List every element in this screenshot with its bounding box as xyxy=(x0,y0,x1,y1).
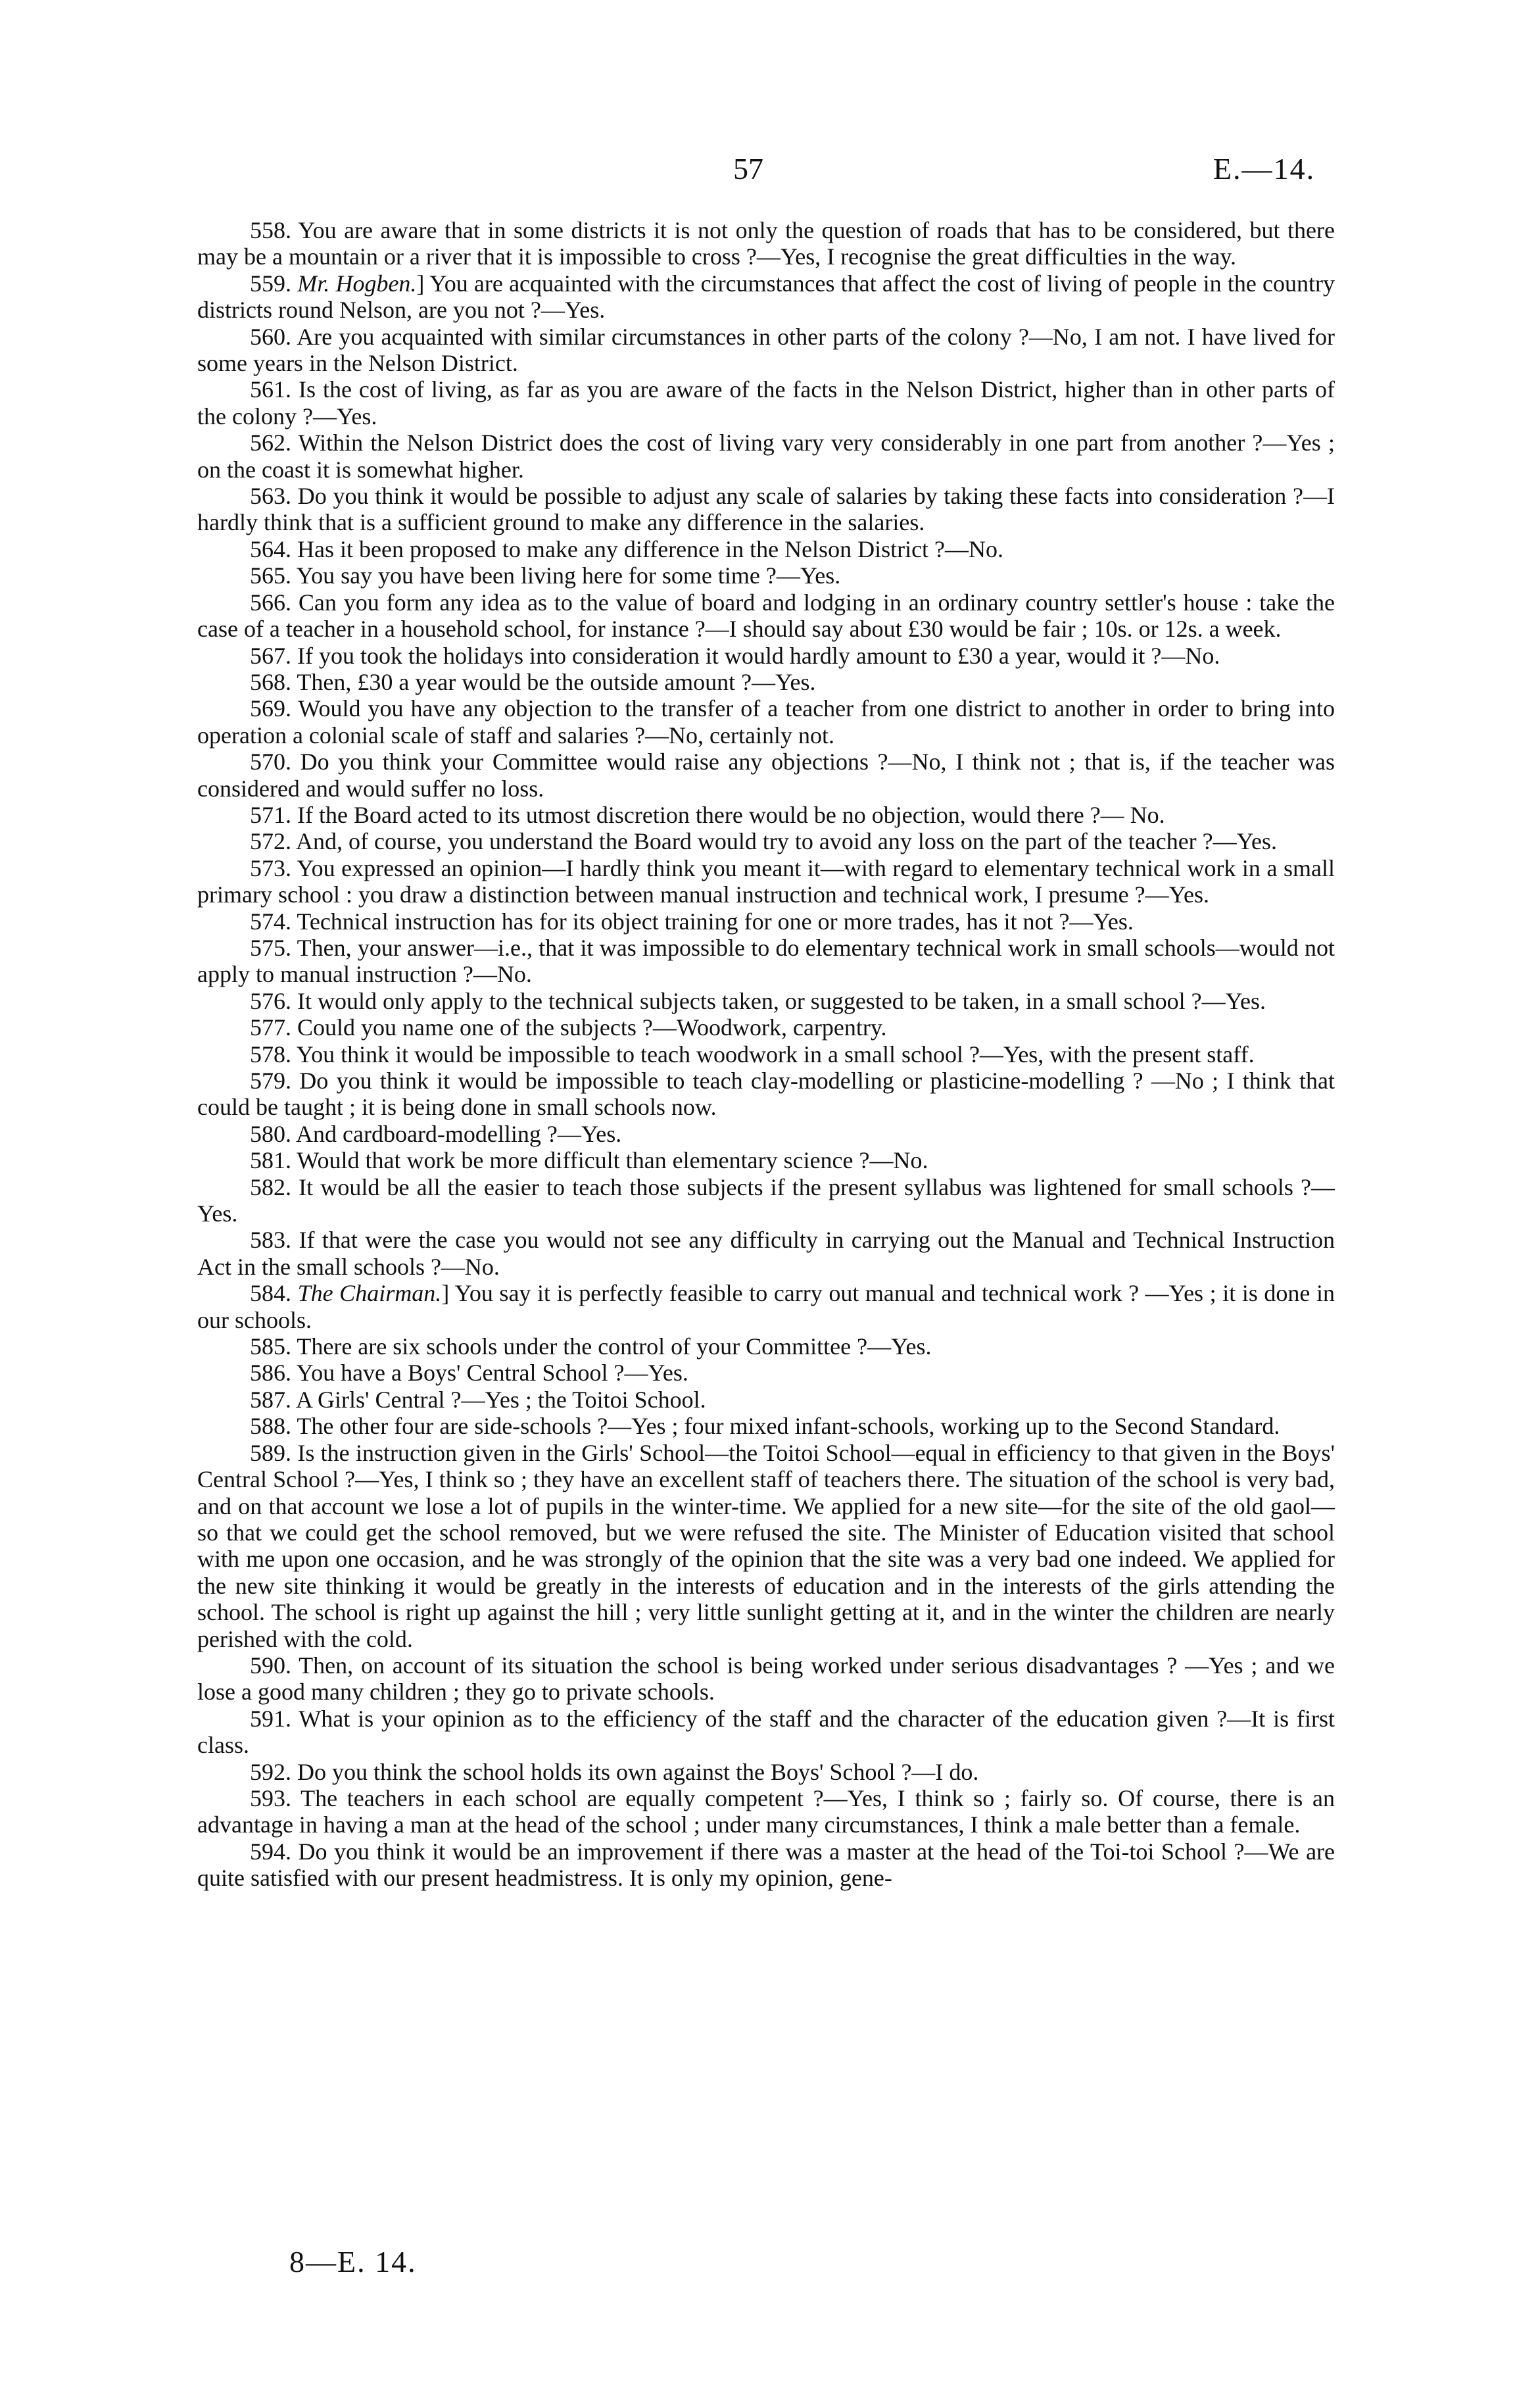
question-paragraph: 582. It would be all the easier to teach those subjects if the present syllabus was lightened for small schools ?—Yes. xyxy=(197,1173,1335,1227)
question-number: 580 xyxy=(250,1120,285,1147)
question-text: The other four are side-schools ?—Yes ; four mixed infant-schools, working up to the Second Standard. xyxy=(297,1413,1280,1440)
question-paragraph: 562. Within the Nelson District does the cost of living vary very considerably in one part from another ?—Yes ; on the coast it is somewhat higher. xyxy=(197,430,1335,483)
question-text: Do you think the school holds its own against the Boys' School ?—I do. xyxy=(297,1758,979,1785)
question-paragraph: 566. Can you form any idea as to the value of board and lodging in an ordinary country settler's house : take the case of a teacher in a household school, for instance ?—I should say about £30 would be fair ; 10s. or 12s. a week. xyxy=(197,589,1335,643)
question-text: Would you have any objection to the transfer of a teacher from one district to another in order to bring into operation a colonial scale of staff and salaries ?—No, certainly not. xyxy=(197,695,1335,749)
question-text: You expressed an opinion—I hardly think you meant it—with regard to elementary technical work in a small primary school : you draw a distinction between manual instruction and technical work, I presume ?—Yes. xyxy=(197,854,1335,908)
question-number: 589 xyxy=(250,1439,285,1466)
question-text: You have a Boys' Central School ?—Yes. xyxy=(296,1360,688,1387)
question-number: 563 xyxy=(250,483,285,510)
question-number: 592 xyxy=(250,1758,285,1785)
question-paragraph: 571. If the Board acted to its utmost discretion there would be no objection, would there ?— No. xyxy=(250,801,1165,828)
question-number: 578 xyxy=(250,1041,285,1068)
question-number: 587 xyxy=(250,1386,285,1413)
question-paragraph: 576. It would only apply to the technical subjects taken, or suggested to be taken, in a small school ?—Yes. xyxy=(250,987,1266,1014)
question-text: Is the instruction given in the Girls' School—the Toitoi School—equal in efficiency to that given in the Boys' Central School ?—Yes, I think so ; they have an excellent staff of teachers there. The situation of the school is very bad, and on that account we lose a lot of pupils in the winter-time. We applied for a new site—for the site of the old gaol—so that we could get the school removed, but we were refused the site. The Minister of Education visited that school with me upon one occasion, and he was strongly of the opinion that the site was a very bad one indeed. We applied for the new site thinking it would be greatly in the interests of education and in the interests of the girls attending the school. The school is right up against the hill ; very little sunlight getting at it, and in the winter the children are nearly perished with the cold. xyxy=(197,1439,1335,1652)
question-paragraph: 590. Then, on account of its situation the school is being worked under serious disadvantages ? —Yes ; and we lose a good many children ; they go to private schools. xyxy=(197,1652,1335,1706)
question-number: 570 xyxy=(250,749,285,775)
question-number: 560 xyxy=(250,323,285,350)
question-number: 575 xyxy=(250,934,285,961)
document-reference: E.—14. xyxy=(1213,152,1316,185)
question-number: 561 xyxy=(250,376,285,403)
question-number: 582 xyxy=(250,1173,285,1200)
question-paragraph: 591. What is your opinion as to the efficiency of the staff and the character of the education given ?—It is first class. xyxy=(197,1705,1335,1759)
question-number: 572 xyxy=(250,828,285,855)
question-paragraph: 559. Mr. Hogben.] You are acquainted with the circumstances that affect the cost of living of people in the country districts round Nelson, are you not ?—Yes. xyxy=(197,270,1335,324)
question-text: You say you have been living here for some time ?—Yes. xyxy=(296,562,841,589)
question-paragraph: 585. There are six schools under the control of your Committee ?—Yes. xyxy=(250,1333,932,1360)
question-paragraph: 574. Technical instruction has for its object training for one or more trades, has it not ?—Yes. xyxy=(250,908,1134,935)
question-number: 579 xyxy=(250,1068,285,1094)
question-paragraph: 558. You are aware that in some districts it is not only the question of roads that has to be considered, but there may be a mountain or a river that it is impossible to cross ?—Yes, I recognise the great difficulties in the way. xyxy=(197,217,1335,270)
question-number: 564 xyxy=(250,535,285,562)
question-number: 568 xyxy=(250,668,285,695)
question-number: 574 xyxy=(250,908,285,935)
question-text: Are you acquainted with similar circumstances in other parts of the colony ?—No, I am not. I have lived for some years in the Nelson District. xyxy=(197,323,1335,377)
question-text: Is the cost of living, as far as you are aware of the facts in the Nelson District, higher than in other parts of the colony ?—Yes. xyxy=(197,376,1335,430)
question-text: If the Board acted to its utmost discretion there would be no objection, would there ?— No. xyxy=(297,801,1165,828)
question-text: Then, on account of its situation the school is being worked under serious disadvantages ? —Yes ; and we lose a good many children ; they go to private schools. xyxy=(197,1652,1335,1706)
question-paragraph: 565. You say you have been living here for some time ?—Yes. xyxy=(250,562,841,589)
question-text: It would be all the easier to teach those subjects if the present syllabus was lightened for small schools ?—Yes. xyxy=(197,1173,1335,1227)
question-paragraph: 587. A Girls' Central ?—Yes ; the Toitoi School. xyxy=(250,1386,706,1413)
question-text: There are six schools under the control of your Committee ?—Yes. xyxy=(297,1333,932,1360)
question-number: 594 xyxy=(250,1838,285,1865)
question-number: 586 xyxy=(250,1360,285,1387)
question-paragraph: 570. Do you think your Committee would raise any objections ?—No, I think not ; that is, if the teacher was considered and would suffer no loss. xyxy=(197,749,1335,802)
question-text: Within the Nelson District does the cost of living vary very considerably in one part from another ?—Yes ; on the coast it is somewhat higher. xyxy=(197,430,1335,483)
question-text: If you took the holidays into consideration it would hardly amount to £30 a year, would it ?—No. xyxy=(297,642,1220,669)
question-text: A Girls' Central ?—Yes ; the Toitoi School. xyxy=(296,1386,706,1413)
question-paragraph: 563. Do you think it would be possible to adjust any scale of salaries by taking these facts into consideration ?—I hardly think that is a sufficient ground to make any difference in the salaries. xyxy=(197,483,1335,536)
question-text: And cardboard-modelling ?—Yes. xyxy=(296,1120,622,1147)
question-text: If that were the case you would not see any difficulty in carrying out the Manual and Technical Instruction Act in the small schools ?—No. xyxy=(197,1227,1335,1280)
question-number: 565 xyxy=(250,562,285,589)
question-number: 569 xyxy=(250,695,285,722)
question-number: 571 xyxy=(250,801,285,828)
printer-signature: 8—E. 14. xyxy=(289,2245,417,2278)
question-paragraph: 567. If you took the holidays into consideration it would hardly amount to £30 a year, would it ?—No. xyxy=(250,642,1220,669)
question-paragraph: 592. Do you think the school holds its own against the Boys' School ?—I do. xyxy=(250,1758,979,1785)
question-number: 588 xyxy=(250,1413,285,1440)
question-paragraph: 575. Then, your answer—i.e., that it was impossible to do elementary technical work in small schools—would not apply to manual instruction ?—No. xyxy=(197,934,1335,988)
question-number: 584 xyxy=(250,1280,285,1307)
question-paragraph: 588. The other four are side-schools ?—Yes ; four mixed infant-schools, working up to the Second Standard. xyxy=(250,1413,1280,1440)
question-text: You are aware that in some districts it is not only the question of roads that has to be considered, but there may be a mountain or a river that it is impossible to cross ?—Yes, I recognise the great difficulties in the way. xyxy=(197,217,1335,270)
question-number: 567 xyxy=(250,642,285,669)
question-paragraph: 593. The teachers in each school are equally competent ?—Yes, I think so ; fairly so. Of course, there is an advantage in having a man at the head of the school ; under many circumstances, I think a male better than a female. xyxy=(197,1784,1335,1838)
question-paragraph: 560. Are you acquainted with similar circumstances in other parts of the colony ?—No, I am not. I have lived for some years in the Nelson District. xyxy=(197,323,1335,377)
question-text: Would that work be more difficult than elementary science ?—No. xyxy=(297,1147,928,1174)
question-paragraph: 568. Then, £30 a year would be the outside amount ?—Yes. xyxy=(250,668,816,695)
question-text: Technical instruction has for its object training for one or more trades, has it not ?—Yes. xyxy=(297,908,1134,935)
question-number: 581 xyxy=(250,1147,285,1174)
question-paragraph: 584. The Chairman.] You say it is perfectly feasible to carry out manual and technical work ? —Yes ; it is done in our schools. xyxy=(197,1280,1335,1333)
question-text: And, of course, you understand the Board would try to avoid any loss on the part of the teacher ?—Yes. xyxy=(296,828,1278,855)
question-number: 576 xyxy=(250,987,285,1014)
question-paragraph: 579. Do you think it would be impossible to teach clay-modelling or plasticine-modelling ? —No ; I think that could be taught ; it is being done in small schools now. xyxy=(197,1068,1335,1121)
question-text: Do you think it would be an improvement if there was a master at the head of the Toi-toi School ?—We are quite satisfied with our present headmistress. It is only my opinion, gene- xyxy=(197,1838,1335,1892)
evidence-text xyxy=(197,217,1335,1892)
question-number: 590 xyxy=(250,1652,285,1679)
question-number: 559 xyxy=(250,270,285,297)
page-number: 57 xyxy=(733,152,763,185)
question-paragraph: 580. And cardboard-modelling ?—Yes. xyxy=(250,1120,622,1147)
speaker-name: The Chairman. xyxy=(297,1280,442,1307)
question-text: Then, your answer—i.e., that it was impossible to do elementary technical work in small schools—would not apply to manual instruction ?—No. xyxy=(197,934,1335,988)
question-number: 573 xyxy=(250,854,285,881)
question-text: The teachers in each school are equally competent ?—Yes, I think so ; fairly so. Of course, there is an advantage in having a man at the head of the school ; under many circumstances, I think a male better than a female. xyxy=(197,1784,1335,1838)
question-paragraph: 589. Is the instruction given in the Girls' School—the Toitoi School—equal in efficiency to that given in the Boys' Central School ?—Yes, I think so ; they have an excellent staff of teachers there. The situation of the school is very bad, and on that account we lose a lot of pupils in the winter-time. We applied for a new site—for the site of the old gaol—so that we could get the school removed, but we were refused the site. The Minister of Education visited that school with me upon one occasion, and he was strongly of the opinion that the site was a very bad one indeed. We applied for the new site thinking it would be greatly in the interests of education and in the interests of the girls attending the school. The school is right up against the hill ; very little sunlight getting at it, and in the winter the children are nearly perished with the cold. xyxy=(197,1439,1335,1652)
question-text: You are acquainted with the circumstances that affect the cost of living of people in the country districts round Nelson, are you not ?—Yes. xyxy=(197,270,1335,324)
question-text: Do you think it would be impossible to teach clay-modelling or plasticine-modelling ? —No ; I think that could be taught ; it is being done in small schools now. xyxy=(197,1068,1335,1121)
question-paragraph: 578. You think it would be impossible to teach woodwork in a small school ?—Yes, with the present staff. xyxy=(250,1041,1255,1068)
question-paragraph: 564. Has it been proposed to make any difference in the Nelson District ?—No. xyxy=(250,535,1004,562)
question-number: 562 xyxy=(250,430,285,456)
question-paragraph: 572. And, of course, you understand the Board would try to avoid any loss on the part of the teacher ?—Yes. xyxy=(250,828,1278,855)
question-number: 566 xyxy=(250,589,285,616)
question-number: 577 xyxy=(250,1014,285,1041)
question-paragraph: 569. Would you have any objection to the transfer of a teacher from one district to another in order to bring into operation a colonial scale of staff and salaries ?—No, certainly not. xyxy=(197,695,1335,749)
question-text: Then, £30 a year would be the outside amount ?—Yes. xyxy=(297,668,816,695)
question-text: Can you form any idea as to the value of board and lodging in an ordinary country settler's house : take the case of a teacher in a household school, for instance ?—I should say about £30 would be fair ; 10s. or 12s. a week. xyxy=(197,589,1335,643)
question-number: 558 xyxy=(250,217,285,243)
question-paragraph: 561. Is the cost of living, as far as you are aware of the facts in the Nelson District, higher than in other parts of the colony ?—Yes. xyxy=(197,376,1335,430)
question-paragraph: 581. Would that work be more difficult than elementary science ?—No. xyxy=(250,1147,928,1174)
question-paragraph: 577. Could you name one of the subjects ?—Woodwork, carpentry. xyxy=(250,1014,887,1041)
question-paragraph: 583. If that were the case you would not see any difficulty in carrying out the Manual and Technical Instruction Act in the small schools ?—No. xyxy=(197,1227,1335,1280)
question-text: Do you think your Committee would raise any objections ?—No, I think not ; that is, if the teacher was considered and would suffer no loss. xyxy=(197,749,1335,802)
question-number: 593 xyxy=(250,1784,285,1811)
question-text: You think it would be impossible to teach woodwork in a small school ?—Yes, with the present staff. xyxy=(296,1041,1255,1068)
question-text: You say it is perfectly feasible to carry out manual and technical work ? —Yes ; it is done in our schools. xyxy=(197,1280,1335,1333)
speaker-name: Mr. Hogben. xyxy=(297,270,417,297)
question-text: Has it been proposed to make any difference in the Nelson District ?—No. xyxy=(297,535,1004,562)
question-number: 591 xyxy=(250,1705,285,1732)
question-paragraph: 573. You expressed an opinion—I hardly think you meant it—with regard to elementary technical work in a small primary school : you draw a distinction between manual instruction and technical work, I presume ?—Yes. xyxy=(197,854,1335,908)
question-number: 585 xyxy=(250,1333,285,1360)
question-text: What is your opinion as to the efficiency of the staff and the character of the education given ?—It is first class. xyxy=(197,1705,1335,1759)
question-text: Could you name one of the subjects ?—Woodwork, carpentry. xyxy=(297,1014,887,1041)
question-paragraph: 594. Do you think it would be an improvement if there was a master at the head of the Toi-toi School ?—We are quite satisfied with our present headmistress. It is only my opinion, gene- xyxy=(197,1838,1335,1892)
question-paragraph: 586. You have a Boys' Central School ?—Yes. xyxy=(250,1360,688,1387)
question-number: 583 xyxy=(250,1227,285,1254)
question-text: It would only apply to the technical subjects taken, or suggested to be taken, in a small school ?—Yes. xyxy=(297,987,1266,1014)
question-text: Do you think it would be possible to adjust any scale of salaries by taking these facts into consideration ?—I hardly think that is a sufficient ground to make any difference in the salaries. xyxy=(197,483,1335,536)
